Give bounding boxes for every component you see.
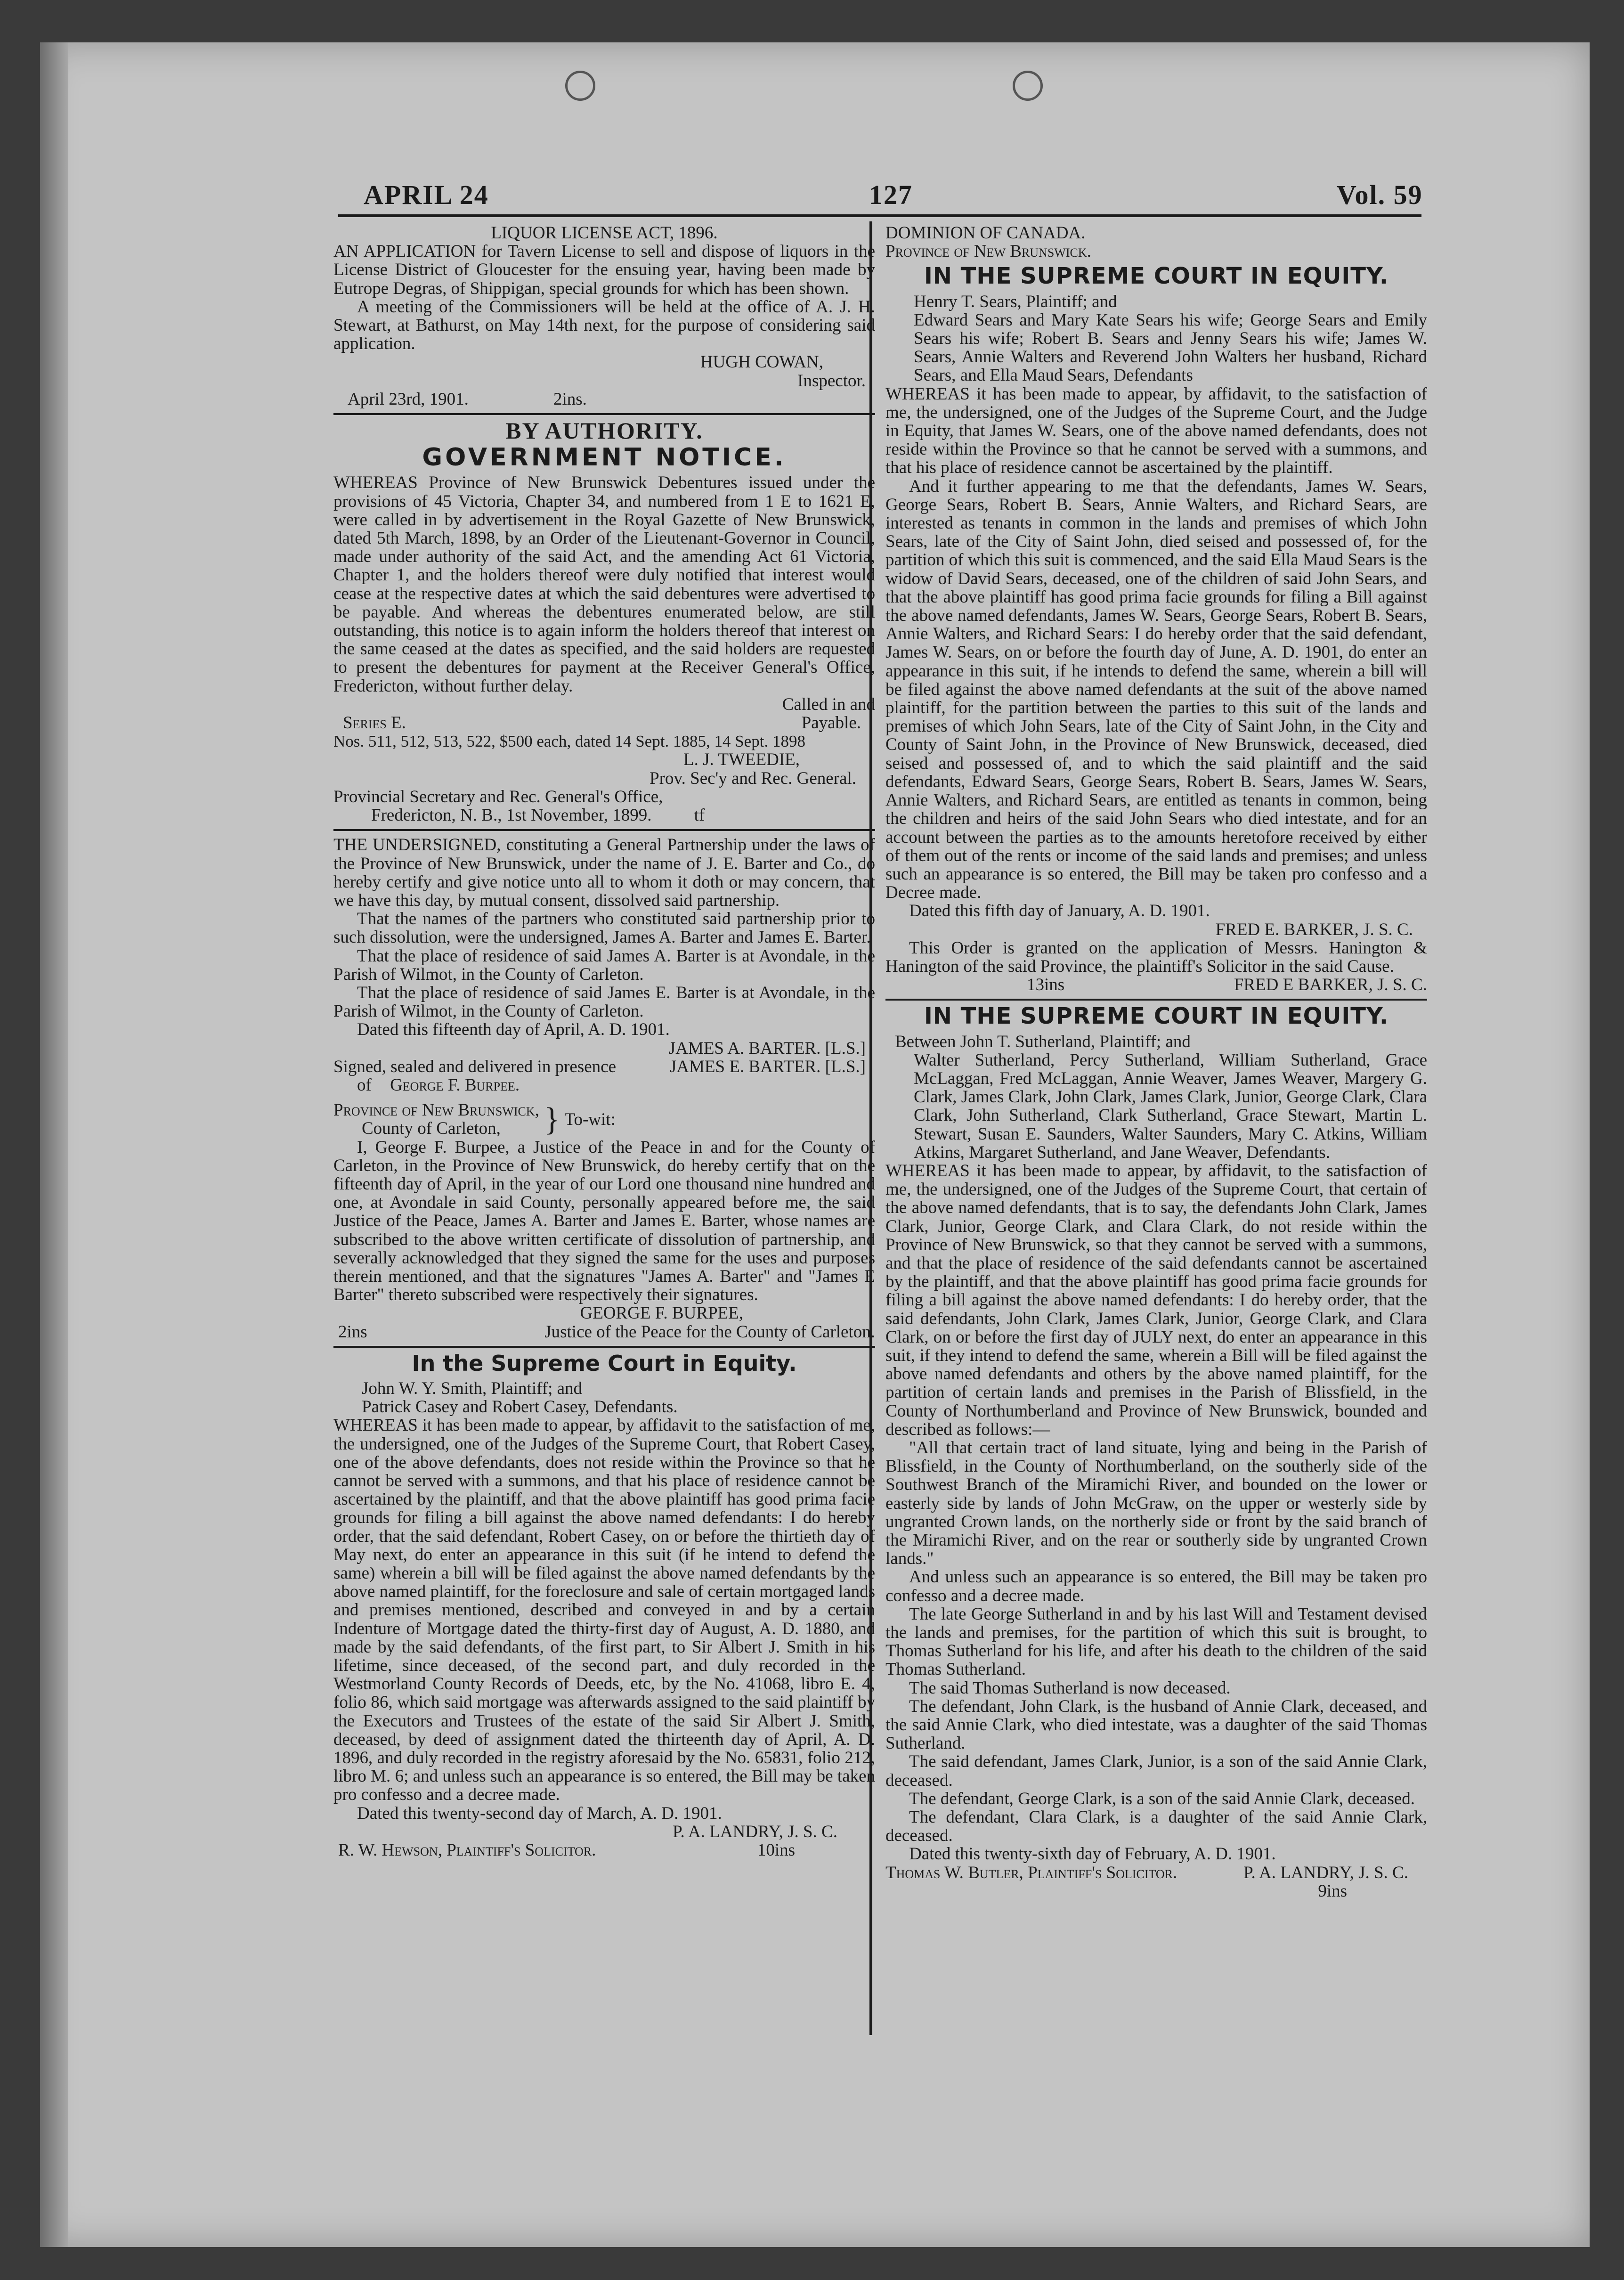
liquor-title: LIQUOR LICENSE ACT, 1896. [491, 223, 718, 243]
section-rule [333, 1346, 875, 1348]
liquor-date: April 23rd, 1901. [348, 389, 469, 409]
partnership-towit: To-wit: [564, 1109, 616, 1129]
smith-paragraph: WHEREAS it has been made to appear, by affidavit to the satisfaction of me, the undersigned, one of the Judges of the Supreme Court, that Robert Casey, one of the above defendants, does not reside within the Province so that he cannot be served with a summons, and that his place of residence cannot be ascertained by the plaintiff, and that the above plaintiff has good prima facie grounds for filing a bill against the above named defendants: I do hereby order, that the said defendant, Robert Casey, on or before the thirtieth day of May next, do enter an appearance in this suit (if he intend to defend the same) wherein a bill will be filed against the above named defendants by the above named plaintiff, for the foreclosure and sale of certain mortgaged lands and premises mentioned, described and conveyed in and by a certain Indenture of Mortgage dated the thirty-first day of August, A. D. 1880, and made by the said defendants, of the first part, to Sir Albert J. Smith in his lifetime, since deceased, of the second part, and duly recorded in the Westmorland County Records of Deeds, etc, by the No. 41068, libro E. 4, folio 86, which said mortgage was afterwards assigned to the said plaintiff by the Executors and Trustees of the estate of the said Sir Albert J. Smith, deceased, by deed of assignment dated the thirteenth day of April, A. D. 1896, and duly recorded in the registry aforesaid by the No. 65831, folio 212, libro M. 6; and unless such an appearance is so entered, the Bill may be taken pro confesso and a decree made. [333, 1416, 875, 1805]
seal-mark: [L.S.] [825, 1038, 866, 1058]
sutherland-dated: Dated this twenty-sixth day of February, A. D. 1901. [909, 1844, 1276, 1864]
sears-court-heading: IN THE SUPREME COURT IN EQUITY. [924, 263, 1389, 290]
sears-judge-repeat: FRED E BARKER, J. S. C. [1234, 975, 1427, 995]
liquor-paragraph: AN APPLICATION for Tavern License to sell and dispose of liquors in the License District of Gloucester for the ensuing year, having been made by Eutrope Degras, of Shippigan, special grounds for which has been shown. [333, 242, 875, 298]
right-column [885, 224, 1427, 1900]
sutherland-paragraph: The defendant, George Clark, is a son of the said Annie Clark, deceased. [909, 1789, 1415, 1808]
sutherland-defendants: Walter Sutherland, Percy Sutherland, William Sutherland, Grace McLaggan, Fred McLaggan, Annie Weaver, James Weaver, Margery G. Clark, James Clark, John Clark, James Clark, Junior, George Clark, Clara Clark, John Sutherland, Clark Sutherland, Grace Stewart, Martin L. Stewart, Susan E. Saunders, Walter Saunders, Mary C. Atkins, William Atkins, Margaret Sutherland, and Jane Weaver, Defendants. [914, 1050, 1427, 1162]
sutherland-paragraph: The late George Sutherland in and by his last Will and Testament devised the lands and premises, for the partition of which this suit is brought, to Thomas Sutherland for his life, and after his death to the children of the said Thomas Sutherland. [885, 1604, 1427, 1679]
sutherland-court-heading: IN THE SUPREME COURT IN EQUITY. [924, 1003, 1389, 1030]
sears-judge-row [885, 976, 1427, 994]
debentures-place-date: Fredericton, N. B., 1st November, 1899. [371, 806, 652, 825]
partnership-venue [333, 1101, 875, 1138]
partnership-of: of [357, 1075, 372, 1095]
sutherland-paragraph: And unless such an appearance is so entered, the Bill may be taken pro confesso and a decree made. [885, 1567, 1427, 1605]
smith-defendants: Patrick Casey and Robert Casey, Defendants. [362, 1397, 678, 1417]
insertions: 13ins [1027, 975, 1065, 995]
sears-paragraph: And it further appearing to me that the defendants, James W. Sears, George Sears, Robert B. Sears, Annie Walters, and Richard Sears, are interested as tenants in common in the lands and premises of which John Sears, late of the City of Saint John, died seised and possessed of, for the partition of which this suit is commenced, and the said Ella Maud Sears is the widow of David Sears, deceased, one of the children of said John Sears, and that the above plaintiff has good prima facie grounds for filing a Bill against the above named defendants, James W. Sears, George Sears, Robert B. Sears, Annie Walters, and Richard Sears: I do hereby order that the said defendant, James W. Sears, on or before the fourth day of June, A. D. 1901, do enter an appearance in this suit, if he intends to defend the same, wherein a bill will be filed against the above named defendants at the suit of the above named plaintiff, for the partition between the parties to this suit of the lands and premises of which John Sears, late of the City of Saint John, in the City and County of Saint John, in the Province of New Brunswick, deceased, died seised and possessed of, and to which the said plaintiff and the said defendants, Edward Sears, George Sears, Robert B. Sears, James W. Sears, Annie Walters, and Richard Sears, are entitled as tenants in common, being the children and heirs of the said John Sears who died intestate, and for an account between the parties as to the amounts heretofore received by either of them out of the rents or income of the said lands and premises; and unless such an appearance is so entered, the Bill may be taken pro confesso and a Decree made. [885, 476, 1427, 903]
debentures-series-row [333, 714, 875, 732]
sears-order-note: This Order is granted on the application of Messrs. Hanington & Hanington of the said Province, the plaintiff's Solicitor in the said Cause. [885, 938, 1427, 976]
insertions: 10ins [757, 1840, 795, 1860]
partnership-paragraph: That the place of residence of said James A. Barter is at Avondale, in the Parish of Wilmot, in the County of Carleton. [333, 946, 875, 984]
smith-solicitor-row [333, 1841, 875, 1859]
punch-hole [565, 71, 595, 101]
partnership-signed-line [333, 1058, 875, 1076]
partnership-witness: George F. Burpee. [390, 1075, 520, 1095]
smith-solicitor: R. W. Hewson, Plaintiff's Solicitor. [338, 1840, 596, 1860]
punch-hole [1013, 71, 1043, 101]
section-rule [333, 413, 875, 415]
sutherland-land-description: "All that certain tract of land situate, lying and being in the Parish of Blissfield, in the County of Northumberland, on the southerly side of the Southwest Branch of the Miramichi River, and bounded on the lower or easterly side by lands of John McGraw, on the upper or westerly side by ungranted Crown lands, on the northerly side or front by the said branch of the Miramichi River, and on the rear or southerly side by ungranted Crown lands." [885, 1438, 1427, 1569]
debentures-payable: Payable. [801, 713, 861, 733]
spacer [333, 1094, 875, 1101]
sutherland-paragraph: WHEREAS it has been made to appear, by affidavit, to the satisfaction of me, the undersigned, one of the Judges of the Supreme Court, that certain of the above named defendants, that is to say, the defendants John Clark, James Clark, Junior, George Clark, and Clara Clark, do not reside within the Province of New Brunswick, so that they cannot be served with a summons, and that the place of residence of the said defendants cannot be ascertained by the plaintiff, and that the above plaintiff has good prima facie grounds for filing a bill against the above named defendants: I do hereby order, that the said defendants, John Clark, James Clark, Junior, George Clark, and Clara Clark, on or before the first day of JULY next, do enter an appearance in this suit, if they intend to defend the same, wherein a Bill will be filed against the above named defendants and others by the above named plaintiff, for the partition of certain lands and premises in the Parish of Blissfield, in the County of Northumberland and Province of New Brunswick, bounded and described as follows:— [885, 1161, 1427, 1439]
partnership-signed: Signed, sealed and delivered in presence [333, 1057, 616, 1076]
debentures-date-line [333, 806, 875, 824]
sears-judge: FRED E. BARKER, J. S. C. [1215, 920, 1413, 939]
smith-judge: P. A. LANDRY, J. S. C. [673, 1822, 837, 1841]
insertions: 2ins. [553, 389, 587, 409]
government-notice-heading: GOVERNMENT NOTICE. [422, 443, 787, 472]
jp-title: Justice of the Peace for the County of Carleton. [544, 1322, 875, 1342]
liquor-paragraph: A meeting of the Commissioners will be held at the office of A. J. H. Stewart, at Bathurst, on May 14th next, for the purpose of considering said application. [333, 297, 875, 354]
jp-title-row [333, 1323, 875, 1341]
liquor-signature-title: Inspector. [797, 371, 866, 391]
partnership-dated: Dated this fifteenth day of April, A. D. 1901. [357, 1020, 670, 1040]
seal-mark: [L.S.] [825, 1057, 866, 1076]
debentures-series: Series E. [343, 713, 406, 733]
by-authority-heading: BY AUTHORITY. [505, 417, 703, 444]
sutherland-solicitor: Thomas W. Butler, Plaintiff's Solicitor. [885, 1863, 1177, 1882]
section-rule [333, 829, 875, 831]
debentures-paragraph: WHEREAS Province of New Brunswick Debentures issued under the provisions of 45 Victoria, Chapter 34, and numbered from 1 E to 1621 E, were called in by advertisement in the Royal Gazette of New Brunswick, dated 5th March, 1898, by an Order of the Lieutenant-Governor in Council, made under authority of the said Act, and the amending Act 61 Victoria, Chapter 1, and the holders thereof were duly notified that interest would cease at the respective dates at which the said debentures were advertised to be payable. And whereas the debentures enumerated below, are still outstanding, this notice is to again inform the holders thereof that interest on the same ceased at the dates as specified, and the said holders are requested to present the debentures for payment at the Receiver General's Office, Fredericton, without further delay. [333, 473, 875, 696]
debentures-called-in: Called in and [782, 694, 875, 714]
dominion-heading: DOMINION OF CANADA. [885, 223, 1086, 243]
sutherland-plaintiff: Between John T. Sutherland, Plaintiff; and [895, 1032, 1191, 1051]
sutherland-judge: P. A. LANDRY, J. S. C. [1243, 1863, 1408, 1882]
header-date: APRIL 24 [364, 179, 489, 210]
sears-defendants: Edward Sears and Mary Kate Sears his wife; George Sears and Emily Sears his wife; Robert B. Sears and Jenny Sears his wife; James W. Sears, Annie Walters and Reverend John Walters her husband, Richard Sears, and Ella Maud Sears, Defendants [914, 310, 1427, 385]
smith-plaintiff: John W. Y. Smith, Plaintiff; and [362, 1378, 583, 1398]
partnership-paragraph: That the place of residence of said James E. Barter is at Avondale, in the Parish of Wilmot, in the County of Carleton. [333, 983, 875, 1021]
left-column [333, 224, 875, 1859]
partnership-province: Province of New Brunswick, [333, 1100, 539, 1120]
partnership-county: County of Carleton, [362, 1119, 501, 1139]
partnership-signature-line [333, 1039, 875, 1058]
debentures-signature: L. J. TWEEDIE, [683, 750, 800, 770]
page-binding [40, 42, 68, 2247]
insertions: 9ins [1318, 1881, 1347, 1901]
partnership-paragraph: That the names of the partners who constituted said partnership prior to such dissolution, were the undersigned, James A. Barter and James E. Barter. [333, 909, 875, 947]
insertions: 2ins [338, 1322, 367, 1342]
section-rule [885, 999, 1427, 1001]
partnership-certificate: I, George F. Burpee, a Justice of the Peace in and for the County of Carleton, in the Province of New Brunswick, do hereby certify that on the fifteenth day of April, in the year of our Lord one thousand nine hundred and one, at Avondale in said County, personally appeared before me, the said Justice of the Peace, James A. Barter and James E. Barter, whose names are subscribed to the above written certificate of dissolution of partnership, and severally acknowledged that they signed the same for the uses and purposes therein mentioned, and that the signatures "James A. Barter" and "James E Barter" thereto subscribed were respectively their signatures. [333, 1137, 875, 1305]
header-volume: Vol. 59 [1337, 179, 1423, 210]
province-heading: Province of New Brunswick. [885, 242, 1091, 261]
liquor-date-line [333, 390, 875, 408]
smith-dated: Dated this twenty-second day of March, A. D. 1901. [357, 1803, 722, 1823]
header-rule [338, 214, 1421, 217]
sears-dated: Dated this fifth day of January, A. D. 1901. [909, 901, 1210, 921]
sears-paragraph: WHEREAS it has been made to appear, by affidavit, to the satisfaction of me, the undersigned, one of the Judges of the Supreme Court, and the Judge in Equity, that James W. Sears, one of the above named defendants, does not reside within the Province so that he cannot be served with a summons, and that his place of residence cannot be ascertained by the plaintiff. [885, 384, 1427, 478]
debentures-tf: tf [694, 806, 705, 825]
jp-signature: GEORGE F. BURPEE, [580, 1303, 743, 1323]
sears-plaintiff: Henry T. Sears, Plaintiff; and [914, 292, 1117, 311]
sutherland-solicitor-row [885, 1864, 1427, 1882]
partnership-witness-line [333, 1076, 875, 1094]
brace-glyph: } [544, 1101, 560, 1138]
partnership-paragraph: THE UNDERSIGNED, constituting a General Partnership under the laws of the Province of New Brunswick, under the name of J. E. Barter and Co., do hereby certify and give notice unto all to whom it doth or may concern, that we have this day, by mutual consent, dissolved said partnership. [333, 835, 875, 910]
sutherland-paragraph: The defendant, John Clark, is the husband of Annie Clark, deceased, and the said Annie Clark, who died intestate, was a daughter of the said Thomas Sutherland. [885, 1696, 1427, 1753]
debentures-signature-title: Prov. Sec'y and Rec. General. [650, 768, 856, 788]
partnership-signature: JAMES E. BARTER. [669, 1057, 821, 1076]
sutherland-paragraph: The said Thomas Sutherland is now deceased. [909, 1678, 1231, 1698]
debentures-office: Provincial Secretary and Rec. General's Office, [333, 787, 663, 806]
liquor-signature: HUGH COWAN, [700, 352, 823, 372]
sutherland-paragraph: The said defendant, James Clark, Junior, is a son of the said Annie Clark, deceased. [885, 1752, 1427, 1790]
partnership-signature: JAMES A. BARTER. [668, 1038, 821, 1058]
smith-court-heading: In the Supreme Court in Equity. [412, 1350, 797, 1376]
header-page-number: 127 [869, 179, 913, 210]
sutherland-paragraph: The defendant, Clara Clark, is a daughter of the said Annie Clark, deceased. [885, 1808, 1427, 1846]
debentures-numbers: Nos. 511, 512, 513, 522, $500 each, dated 14 Sept. 1885, 14 Sept. 1898 [333, 732, 805, 751]
